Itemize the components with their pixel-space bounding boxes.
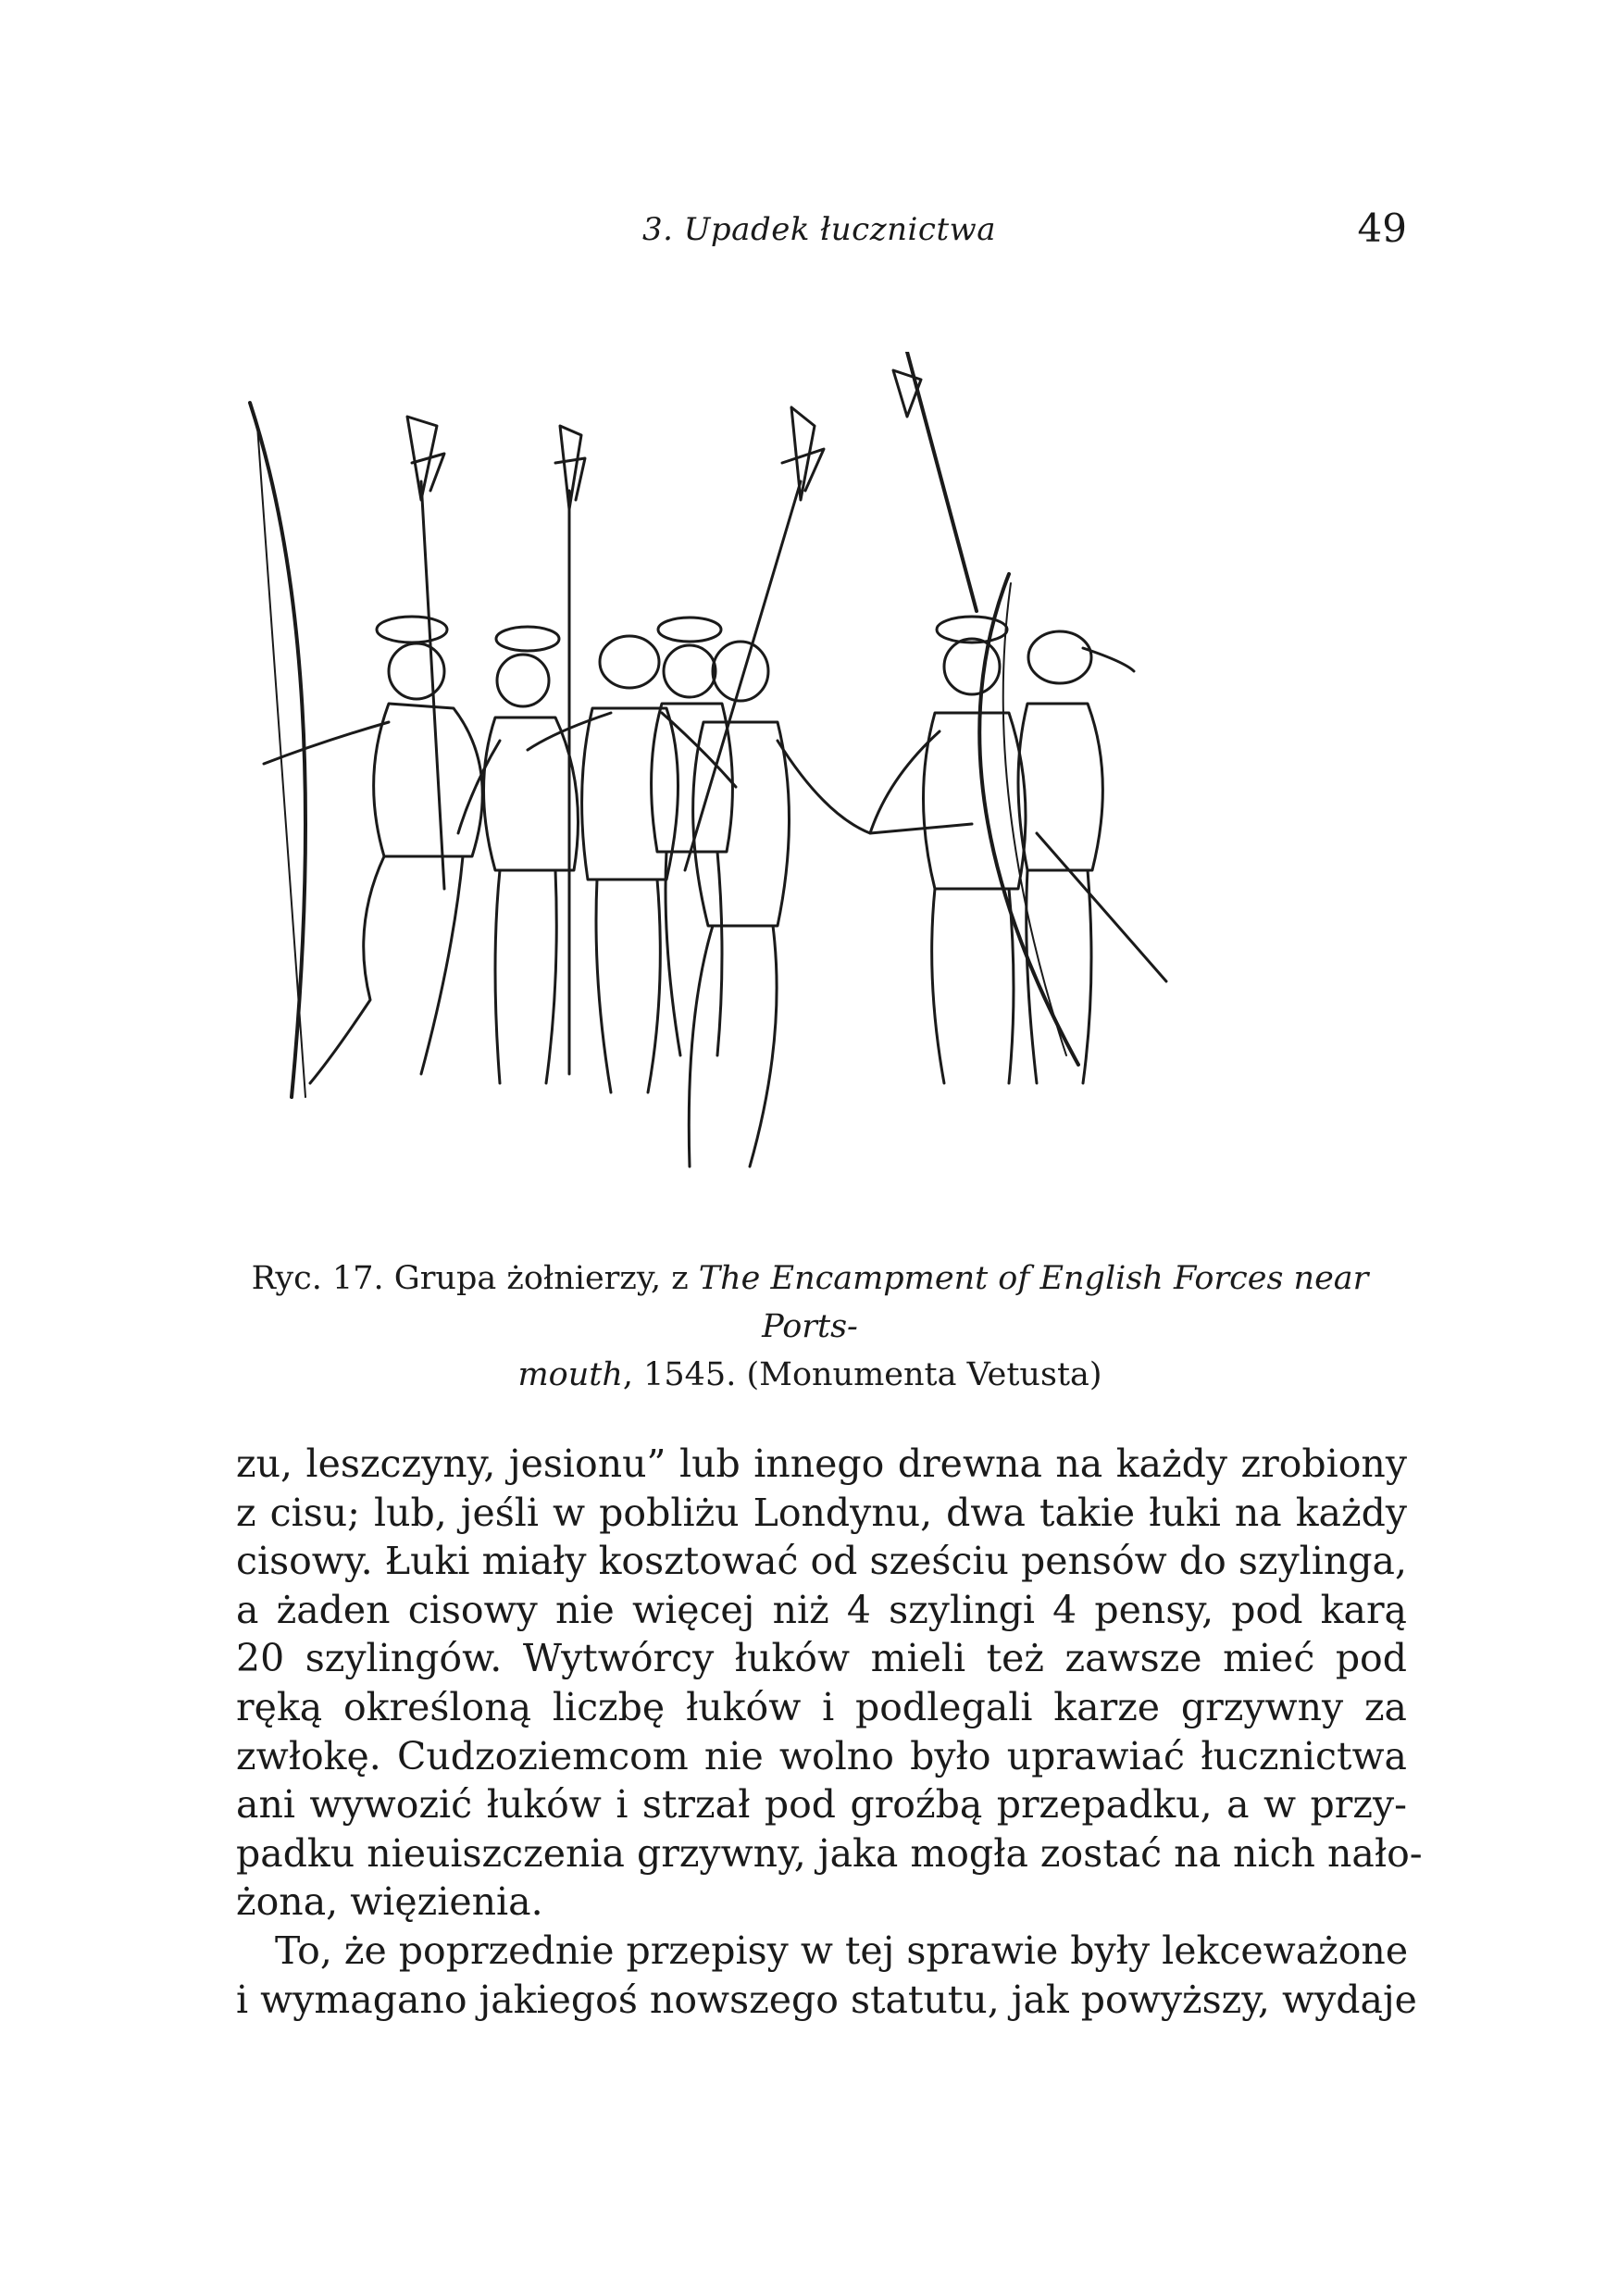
- body-text: [236, 1440, 1423, 2024]
- body-line: zu, leszczyny, jesionu” lub innego drewna na każdy zrobiony: [236, 1441, 1407, 1486]
- body-line: ręką określoną liczbę łuków i podlegali karze grzywny za: [236, 1684, 1407, 1729]
- body-line: a żaden cisowy nie więcej niż 4 szylingi 4 pensy, pod karą: [236, 1587, 1407, 1632]
- body-line: padku nieuiszczenia grzywny, jaka mogła zostać na nich nało-: [236, 1830, 1423, 1876]
- page-number: 49: [1357, 206, 1407, 251]
- body-line: żona, więzienia.: [236, 1879, 543, 1925]
- body-line: zwłokę. Cudzoziemcom nie wolno było uprawiać łucznictwa: [236, 1733, 1407, 1778]
- body-line: To, że poprzednie przepisy w tej sprawie były lekceważone: [275, 1928, 1409, 1973]
- caption-title-part1: The Encampment of English Forces near Ports-: [698, 1260, 1369, 1345]
- figure-illustration-soldiers: [222, 352, 1416, 1241]
- caption-title-part2: mouth: [517, 1356, 623, 1393]
- body-line: z cisu; lub, jeśli w pobliżu Londynu, dwa takie łuki na każdy: [236, 1490, 1407, 1535]
- running-head: [231, 206, 1407, 267]
- body-line: ani wywozić łuków i strzał pod groźbą przepadku, a w przy-: [236, 1782, 1407, 1828]
- body-line: i wymagano jakiegoś nowszego statutu, jak powyższy, wydaje: [236, 1977, 1417, 2022]
- caption-prefix: Ryc. 17. Grupa żołnierzy, z: [251, 1260, 699, 1297]
- body-line: cisowy. Łuki miały kosztować od sześciu pensów do szylinga,: [236, 1539, 1407, 1584]
- figure-caption: [241, 1254, 1379, 1399]
- soldiers-engraving-image: [222, 352, 1416, 1241]
- body-line: 20 szylingów. Wytwórcy łuków mieli też zawsze mieć pod: [236, 1636, 1407, 1681]
- chapter-title: 3. Upadek łucznictwa: [642, 211, 996, 248]
- caption-suffix: , 1545. (Monumenta Vetusta): [622, 1356, 1102, 1393]
